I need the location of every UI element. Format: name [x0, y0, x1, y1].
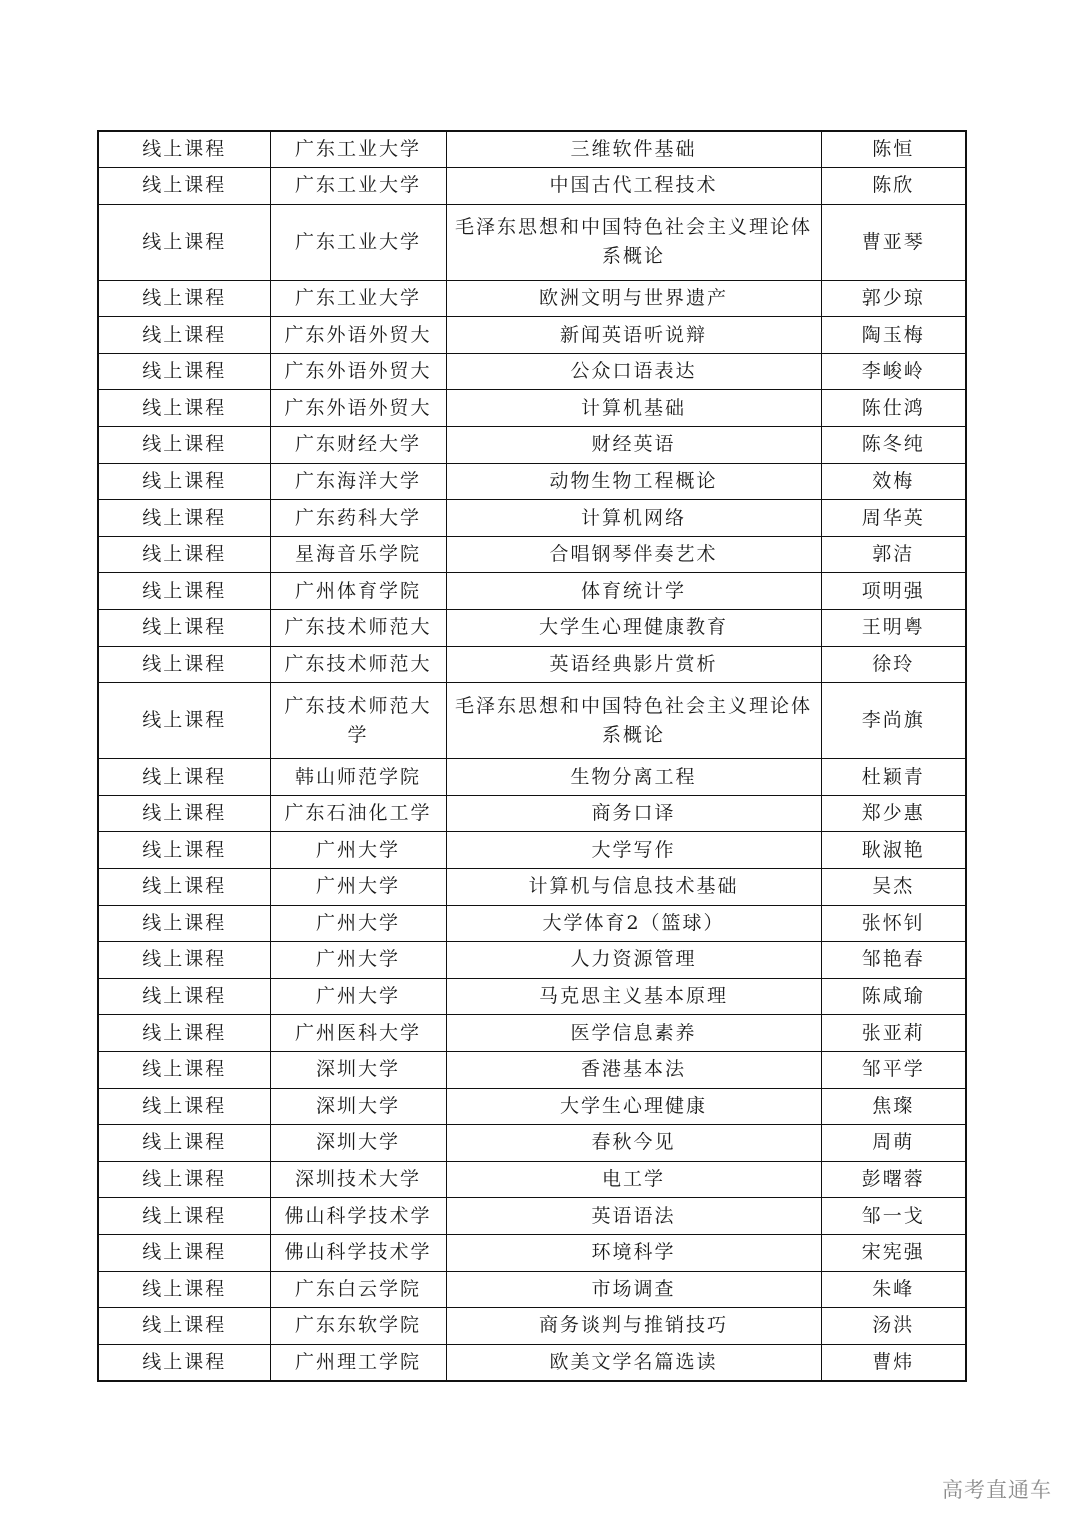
course-name-cell: 电工学: [446, 1161, 821, 1198]
teacher-cell: 陈咸瑜: [821, 978, 966, 1015]
school-cell: 广东外语外贸大: [270, 390, 446, 427]
course-name-cell: 欧洲文明与世界遗产: [446, 280, 821, 317]
teacher-cell: 郭少琼: [821, 280, 966, 317]
teacher-cell: 耿淑艳: [821, 832, 966, 869]
course-name-cell: 商务口译: [446, 795, 821, 832]
teacher-cell: 杜颖青: [821, 759, 966, 796]
school-cell: 广州大学: [270, 942, 446, 979]
teacher-cell: 郭洁: [821, 536, 966, 573]
school-cell: 广东海洋大学: [270, 463, 446, 500]
teacher-cell: 朱峰: [821, 1271, 966, 1308]
table-row: [98, 168, 966, 205]
course-type-cell: 线上课程: [98, 536, 270, 573]
teacher-cell: 李尚旗: [821, 683, 966, 759]
table-row: [98, 1271, 966, 1308]
teacher-cell: 曹亚琴: [821, 204, 966, 280]
teacher-cell: 周华英: [821, 500, 966, 537]
course-name-cell: 香港基本法: [446, 1051, 821, 1088]
course-name-cell: 中国古代工程技术: [446, 168, 821, 205]
school-cell: 深圳大学: [270, 1051, 446, 1088]
course-type-cell: 线上课程: [98, 1015, 270, 1052]
table-row: [98, 1088, 966, 1125]
table-row: [98, 427, 966, 464]
table-row: [98, 646, 966, 683]
course-type-cell: 线上课程: [98, 427, 270, 464]
table-row: [98, 1344, 966, 1381]
teacher-cell: 项明强: [821, 573, 966, 610]
school-cell: 广东工业大学: [270, 131, 446, 168]
course-name-cell: 大学生心理健康教育: [446, 610, 821, 647]
course-type-cell: 线上课程: [98, 204, 270, 280]
school-cell: 广州医科大学: [270, 1015, 446, 1052]
teacher-cell: 周萌: [821, 1125, 966, 1162]
teacher-cell: 效梅: [821, 463, 966, 500]
course-name-cell: 英语语法: [446, 1198, 821, 1235]
course-name-cell: 动物生物工程概论: [446, 463, 821, 500]
table-row: [98, 131, 966, 168]
table-row: [98, 204, 966, 280]
table-row: [98, 759, 966, 796]
course-type-cell: 线上课程: [98, 280, 270, 317]
course-type-cell: 线上课程: [98, 168, 270, 205]
teacher-cell: 徐玲: [821, 646, 966, 683]
course-name-cell: 医学信息素养: [446, 1015, 821, 1052]
course-type-cell: 线上课程: [98, 463, 270, 500]
course-type-cell: 线上课程: [98, 832, 270, 869]
teacher-cell: 陶玉梅: [821, 317, 966, 354]
course-type-cell: 线上课程: [98, 500, 270, 537]
school-cell: 广州体育学院: [270, 573, 446, 610]
school-cell: 广东工业大学: [270, 280, 446, 317]
table-row: [98, 795, 966, 832]
table-body: [98, 131, 966, 1381]
course-name-cell: 毛泽东思想和中国特色社会主义理论体系概论: [446, 683, 821, 759]
course-name-cell: 春秋今见: [446, 1125, 821, 1162]
course-type-cell: 线上课程: [98, 1308, 270, 1345]
course-type-cell: 线上课程: [98, 573, 270, 610]
teacher-cell: 李峻岭: [821, 353, 966, 390]
course-name-cell: 英语经典影片赏析: [446, 646, 821, 683]
school-cell: 深圳技术大学: [270, 1161, 446, 1198]
course-type-cell: 线上课程: [98, 795, 270, 832]
school-cell: 广州大学: [270, 832, 446, 869]
teacher-cell: 王明粤: [821, 610, 966, 647]
course-name-cell: 市场调查: [446, 1271, 821, 1308]
school-cell: 韩山师范学院: [270, 759, 446, 796]
school-cell: 广东石油化工学: [270, 795, 446, 832]
course-type-cell: 线上课程: [98, 942, 270, 979]
course-type-cell: 线上课程: [98, 759, 270, 796]
school-cell: 广州大学: [270, 869, 446, 906]
watermark-text: 高考直通车: [942, 1478, 1052, 1502]
school-cell: 广东技术师范大: [270, 610, 446, 647]
teacher-cell: 陈恒: [821, 131, 966, 168]
school-cell: 广东药科大学: [270, 500, 446, 537]
course-name-cell: 财经英语: [446, 427, 821, 464]
teacher-cell: 邹平学: [821, 1051, 966, 1088]
course-type-cell: 线上课程: [98, 1125, 270, 1162]
course-name-cell: 环境科学: [446, 1234, 821, 1271]
course-type-cell: 线上课程: [98, 1198, 270, 1235]
course-name-cell: 计算机与信息技术基础: [446, 869, 821, 906]
course-name-cell: 合唱钢琴伴奏艺术: [446, 536, 821, 573]
course-name-cell: 大学体育2（篮球）: [446, 905, 821, 942]
teacher-cell: 郑少惠: [821, 795, 966, 832]
school-cell: 广东工业大学: [270, 168, 446, 205]
teacher-cell: 邹艳春: [821, 942, 966, 979]
table-row: [98, 942, 966, 979]
table-row: [98, 978, 966, 1015]
school-cell: 佛山科学技术学: [270, 1198, 446, 1235]
table-row: [98, 353, 966, 390]
table-row: [98, 1198, 966, 1235]
course-table: [97, 130, 967, 1382]
course-name-cell: 大学写作: [446, 832, 821, 869]
course-type-cell: 线上课程: [98, 353, 270, 390]
teacher-cell: 吴杰: [821, 869, 966, 906]
course-name-cell: 公众口语表达: [446, 353, 821, 390]
course-name-cell: 马克思主义基本原理: [446, 978, 821, 1015]
table-row: [98, 1161, 966, 1198]
teacher-cell: 汤洪: [821, 1308, 966, 1345]
teacher-cell: 张怀钊: [821, 905, 966, 942]
table-row: [98, 573, 966, 610]
school-cell: 广东财经大学: [270, 427, 446, 464]
teacher-cell: 陈欣: [821, 168, 966, 205]
table-row: [98, 1308, 966, 1345]
table-row: [98, 905, 966, 942]
course-type-cell: 线上课程: [98, 131, 270, 168]
school-cell: 广东技术师范大: [270, 646, 446, 683]
teacher-cell: 张亚莉: [821, 1015, 966, 1052]
course-type-cell: 线上课程: [98, 683, 270, 759]
table-row: [98, 610, 966, 647]
school-cell: 广东东软学院: [270, 1308, 446, 1345]
table-row: [98, 463, 966, 500]
course-type-cell: 线上课程: [98, 1234, 270, 1271]
school-cell: 广东外语外贸大: [270, 317, 446, 354]
table-row: [98, 1051, 966, 1088]
teacher-cell: 焦璨: [821, 1088, 966, 1125]
course-type-cell: 线上课程: [98, 317, 270, 354]
teacher-cell: 宋宪强: [821, 1234, 966, 1271]
table-row: [98, 1015, 966, 1052]
course-name-cell: 计算机网络: [446, 500, 821, 537]
school-cell: 深圳大学: [270, 1088, 446, 1125]
school-cell: 广东技术师范大学: [270, 683, 446, 759]
school-cell: 广东白云学院: [270, 1271, 446, 1308]
teacher-cell: 曹炜: [821, 1344, 966, 1381]
table-row: [98, 280, 966, 317]
course-type-cell: 线上课程: [98, 1051, 270, 1088]
table-row: [98, 390, 966, 427]
course-name-cell: 人力资源管理: [446, 942, 821, 979]
course-type-cell: 线上课程: [98, 869, 270, 906]
school-cell: 广州大学: [270, 905, 446, 942]
school-cell: 深圳大学: [270, 1125, 446, 1162]
course-name-cell: 欧美文学名篇选读: [446, 1344, 821, 1381]
school-cell: 佛山科学技术学: [270, 1234, 446, 1271]
school-cell: 广东工业大学: [270, 204, 446, 280]
course-type-cell: 线上课程: [98, 905, 270, 942]
course-name-cell: 毛泽东思想和中国特色社会主义理论体系概论: [446, 204, 821, 280]
table-row: [98, 683, 966, 759]
course-name-cell: 三维软件基础: [446, 131, 821, 168]
table-row: [98, 832, 966, 869]
table-row: [98, 317, 966, 354]
course-name-cell: 商务谈判与推销技巧: [446, 1308, 821, 1345]
course-type-cell: 线上课程: [98, 1088, 270, 1125]
table-row: [98, 869, 966, 906]
course-name-cell: 生物分离工程: [446, 759, 821, 796]
teacher-cell: 彭曙蓉: [821, 1161, 966, 1198]
table-row: [98, 500, 966, 537]
course-name-cell: 计算机基础: [446, 390, 821, 427]
course-name-cell: 新闻英语听说辩: [446, 317, 821, 354]
school-cell: 广州大学: [270, 978, 446, 1015]
course-type-cell: 线上课程: [98, 390, 270, 427]
course-type-cell: 线上课程: [98, 978, 270, 1015]
teacher-cell: 陈冬纯: [821, 427, 966, 464]
school-cell: 广州理工学院: [270, 1344, 446, 1381]
course-type-cell: 线上课程: [98, 1344, 270, 1381]
table-row: [98, 536, 966, 573]
course-name-cell: 大学生心理健康: [446, 1088, 821, 1125]
teacher-cell: 陈仕鸿: [821, 390, 966, 427]
course-type-cell: 线上课程: [98, 1161, 270, 1198]
teacher-cell: 邹一戈: [821, 1198, 966, 1235]
course-type-cell: 线上课程: [98, 610, 270, 647]
school-cell: 广东外语外贸大: [270, 353, 446, 390]
course-type-cell: 线上课程: [98, 1271, 270, 1308]
course-type-cell: 线上课程: [98, 646, 270, 683]
table-row: [98, 1234, 966, 1271]
course-name-cell: 体育统计学: [446, 573, 821, 610]
school-cell: 星海音乐学院: [270, 536, 446, 573]
table-row: [98, 1125, 966, 1162]
